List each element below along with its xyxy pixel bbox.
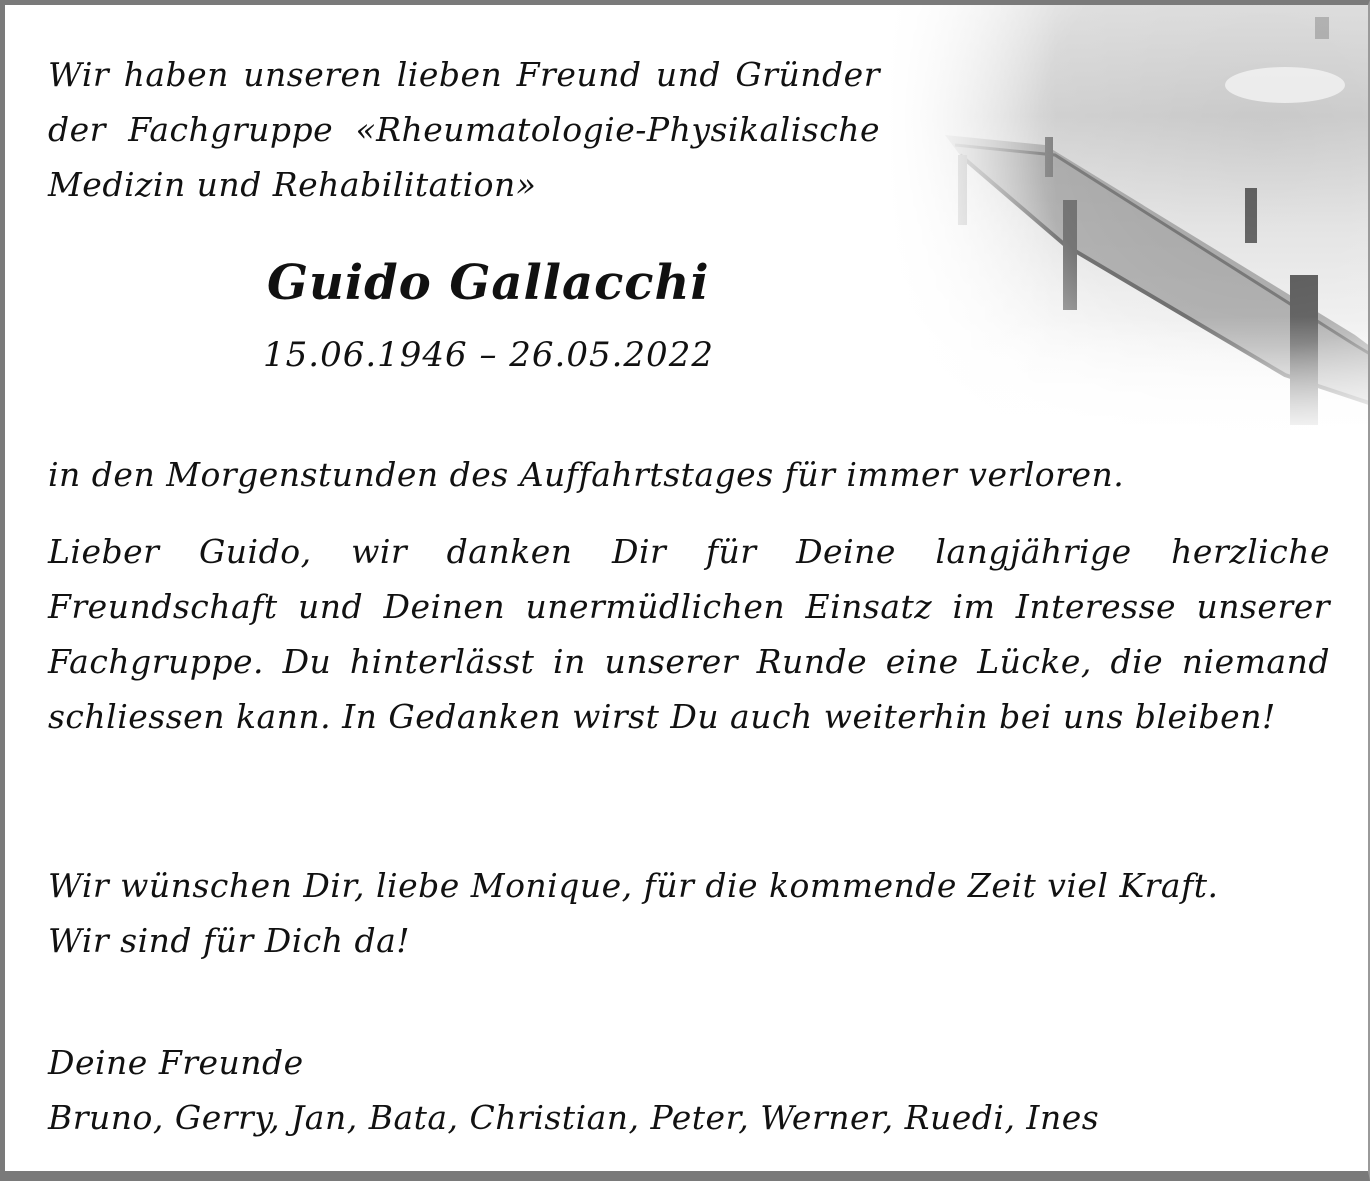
jetty-lake-photo xyxy=(885,5,1370,450)
intro-text: Wir haben unseren lieben Freund und Gründer der Fachgruppe «Rheumatologie-Physikalische Medizin und Rehabilitation» xyxy=(48,55,880,204)
signoff xyxy=(48,1035,1348,1145)
signoff-names: Bruno, Gerry, Jan, Bata, Christian, Peter, Werner, Ruedi, Ines xyxy=(48,1098,1100,1137)
loss-statement: in den Morgenstunden des Auffahrtstages für immer verloren. xyxy=(48,455,1125,494)
wish-line-2: Wir sind für Dich da! xyxy=(48,921,411,960)
deceased-name: Guido Gallacchi xyxy=(267,255,710,311)
wish-line-1: Wir wünschen Dir, liebe Monique, für die kommende Zeit viel Kraft. xyxy=(48,866,1219,905)
signoff-heading: Deine Freunde xyxy=(48,1043,304,1082)
thanks-paragraph: Lieber Guido, wir danken Dir für Deine langjährige herzliche Freundschaft und Deinen unermüdlichen Einsatz im Interesse unserer Fachgruppe. Du hinterlässt in unserer Runde eine Lücke, die niemand schliessen kann. In Gedanken wirst Du auch weiterhin bei uns bleiben! xyxy=(48,532,1330,736)
life-dates: 15.06.1946 – 26.05.2022 xyxy=(263,335,714,375)
wish-paragraph xyxy=(48,858,1348,968)
